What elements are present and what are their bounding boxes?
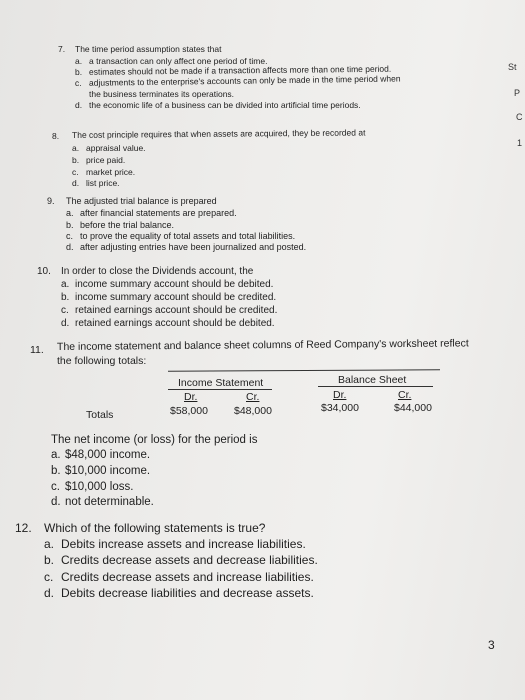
table-top-rule xyxy=(168,369,440,371)
question-number: 11. xyxy=(30,344,44,356)
answer-option: d. list price. xyxy=(72,178,120,188)
answer-option: the business terminates its operations. xyxy=(89,89,235,99)
question-stem: The time period assumption states that xyxy=(75,44,222,54)
question-number: 9. xyxy=(47,196,55,206)
answer-option: c. retained earnings account should be credited. xyxy=(61,305,278,316)
page-number: 3 xyxy=(488,638,495,652)
answer-option: b. price paid. xyxy=(72,155,126,165)
question-number: 10. xyxy=(37,266,51,277)
income-cr-header: Cr. xyxy=(246,391,260,403)
question-stem: The adjusted trial balance is prepared xyxy=(66,196,217,206)
question-stem: The income statement and balance sheet columns of Reed Company's worksheet reflect xyxy=(56,337,469,353)
balance-dr-total: $34,000 xyxy=(321,402,359,414)
answer-option: d. after adjusting entries have been journalized and posted. xyxy=(66,242,307,252)
balance-cr-header: Cr. xyxy=(398,389,412,401)
question-number: 7. xyxy=(58,44,66,54)
answer-option: a. appraisal value. xyxy=(72,143,146,153)
answer-option: a. income summary account should be debited. xyxy=(61,279,274,290)
edge-letter: P xyxy=(514,88,521,98)
answer-option: d. retained earnings account should be debited. xyxy=(61,318,275,329)
answer-option: b. Credits decrease assets and decrease liabilities. xyxy=(44,553,318,567)
question-number: 8. xyxy=(52,131,60,141)
question-stem-continued: the following totals: xyxy=(57,355,147,367)
balance-dr-header: Dr. xyxy=(333,389,347,401)
edge-letter: C xyxy=(516,112,523,122)
answer-option: c. Credits decrease assets and increase liabilities. xyxy=(44,570,314,584)
balance-sheet-header-rule xyxy=(318,386,433,387)
question-number: 12. xyxy=(15,521,32,535)
answer-option: c. adjustments to the enterprise's accounts can only be made in the time period when xyxy=(74,73,401,88)
income-dr-total: $58,000 xyxy=(170,405,208,417)
question-stem: The cost principle requires that when assets are acquired, they be recorded at xyxy=(71,127,366,140)
income-dr-header: Dr. xyxy=(184,391,198,403)
answer-option: d. not determinable. xyxy=(51,496,154,508)
answer-option: b. $10,000 income. xyxy=(51,465,151,477)
edge-letter: St xyxy=(508,62,517,72)
answer-option: d. Debits decrease liabilities and decrease assets. xyxy=(44,586,314,600)
question-stem: In order to close the Dividends account, the xyxy=(61,266,254,277)
income-statement-header-rule xyxy=(168,389,272,390)
answer-option: b. before the trial balance. xyxy=(66,220,175,230)
edge-letter: 1 xyxy=(517,138,523,148)
answer-option: a. after financial statements are prepared. xyxy=(66,208,237,218)
answer-option: a. a transaction can only affect one period of time. xyxy=(75,56,268,66)
answer-option: a. $48,000 income. xyxy=(51,449,151,461)
balance-cr-total: $44,000 xyxy=(394,402,432,414)
answer-option: d. the economic life of a business can be divided into artificial time periods. xyxy=(75,100,361,110)
answer-option: b. estimates should not be made if a transaction affects more than one time period. xyxy=(74,63,392,77)
totals-label: Totals xyxy=(86,409,114,421)
answer-option: c. $10,000 loss. xyxy=(51,481,134,493)
answer-option: c. to prove the equality of total assets and total liabilities. xyxy=(66,231,296,241)
question-stem: Which of the following statements is true? xyxy=(44,521,266,535)
income-statement-header: Income Statement xyxy=(178,377,264,389)
answer-option: b. income summary account should be credited. xyxy=(61,292,277,303)
answer-option: c. market price. xyxy=(72,167,136,177)
question-prompt: The net income (or loss) for the period is xyxy=(51,434,258,446)
balance-sheet-header: Balance Sheet xyxy=(338,374,407,386)
answer-option: a. Debits increase assets and increase liabilities. xyxy=(44,537,306,551)
income-cr-total: $48,000 xyxy=(234,405,272,417)
